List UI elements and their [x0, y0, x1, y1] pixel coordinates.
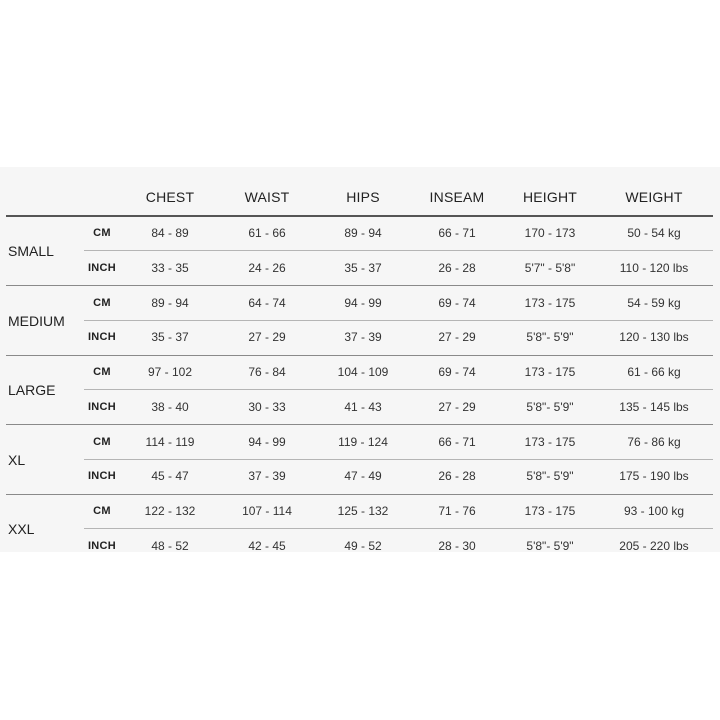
table-cell: 54 - 59 kg [627, 295, 681, 310]
table-cell: 89 - 94 [151, 295, 189, 310]
size-group-medium [6, 287, 713, 356]
table-cell: 66 - 71 [438, 226, 476, 240]
unit-label: INCH [87, 261, 117, 274]
table-cell: 5'8"- 5'9" [526, 330, 574, 345]
size-group-large [6, 356, 713, 425]
table-cell: 41 - 43 [344, 399, 382, 414]
table-cell: 76 - 84 [248, 365, 286, 379]
table-row [6, 391, 713, 425]
table-row [6, 356, 713, 390]
unit-label: CM [93, 227, 111, 239]
table-cell: 45 - 47 [151, 469, 189, 484]
table-cell: 30 - 33 [248, 399, 286, 414]
table-cell: 173 - 175 [524, 434, 576, 449]
table-cell: 61 - 66 [248, 226, 286, 240]
table-cell: 35 - 37 [344, 260, 382, 275]
size-label: XL [8, 451, 26, 468]
table-cell: 5'8"- 5'9" [526, 469, 574, 484]
table-row [6, 287, 713, 321]
table-cell: 37 - 39 [248, 469, 286, 484]
column-header-weight: WEIGHT [625, 189, 683, 205]
table-cell: 205 - 220 lbs [619, 538, 689, 553]
unit-label: CM [93, 505, 111, 517]
table-cell: 175 - 190 lbs [619, 469, 689, 484]
unit-label: INCH [87, 470, 117, 483]
unit-label: CM [93, 296, 111, 309]
table-cell: 119 - 124 [338, 434, 388, 449]
size-label: LARGE [8, 382, 56, 398]
size-group-xl [6, 426, 713, 495]
table-cell: 26 - 28 [438, 469, 476, 484]
table-cell: 24 - 26 [248, 260, 286, 275]
table-cell: 94 - 99 [344, 295, 382, 310]
table-cell: 173 - 175 [524, 365, 576, 379]
table-cell: 110 - 120 lbs [619, 260, 689, 275]
table-cell: 27 - 29 [438, 399, 476, 414]
table-cell: 104 - 109 [337, 365, 389, 379]
table-cell: 5'7" - 5'8" [524, 260, 576, 275]
table-cell: 66 - 71 [438, 434, 476, 449]
table-cell: 33 - 35 [151, 260, 189, 275]
table-cell: 61 - 66 kg [627, 365, 681, 379]
table-cell: 49 - 52 [344, 538, 382, 553]
size-group-small [6, 217, 713, 286]
table-cell: 93 - 100 kg [623, 504, 685, 518]
table-cell: 173 - 175 [524, 295, 576, 310]
table-cell: 71 - 76 [438, 504, 476, 518]
table-row [6, 217, 713, 251]
unit-label: INCH [87, 539, 117, 552]
column-header-chest: CHEST [145, 189, 195, 205]
table-cell: 135 - 145 lbs [619, 399, 689, 414]
table-cell: 76 - 86 kg [627, 434, 681, 449]
size-group-xxl [6, 495, 713, 564]
table-cell: 69 - 74 [438, 295, 476, 310]
table-cell: 122 - 132 [144, 504, 196, 518]
table-cell: 5'8"- 5'9" [526, 399, 574, 414]
table-cell: 97 - 102 [147, 365, 193, 379]
table-row [6, 252, 713, 286]
table-cell: 28 - 30 [438, 538, 476, 553]
column-header-waist: WAIST [244, 189, 290, 205]
table-cell: 38 - 40 [151, 399, 189, 414]
table-cell: 50 - 54 kg [627, 226, 681, 240]
table-row [6, 426, 713, 460]
table-cell: 173 - 175 [524, 504, 576, 518]
table-cell: 114 - 119 [145, 434, 195, 449]
table-row [6, 495, 713, 529]
size-label: MEDIUM [8, 312, 65, 329]
unit-label: CM [93, 366, 111, 378]
size-label: XXL [8, 521, 35, 537]
table-cell: 125 - 132 [337, 504, 389, 518]
table-cell: 69 - 74 [438, 365, 476, 379]
size-chart [0, 167, 720, 552]
table-cell: 47 - 49 [344, 469, 382, 484]
table-cell: 26 - 28 [438, 260, 476, 275]
table-cell: 5'8"- 5'9" [526, 538, 574, 553]
unit-label: INCH [87, 331, 117, 344]
header-row [6, 167, 713, 216]
column-header-height: HEIGHT [522, 189, 578, 205]
table-cell: 42 - 45 [248, 538, 286, 553]
unit-label: CM [93, 435, 111, 448]
unit-label: INCH [87, 400, 117, 413]
table-cell: 120 - 130 lbs [619, 330, 689, 345]
column-header-hips: HIPS [346, 189, 380, 205]
table-cell: 84 - 89 [151, 226, 189, 240]
table-cell: 89 - 94 [344, 226, 382, 240]
table-cell: 27 - 29 [438, 330, 476, 345]
table-cell: 48 - 52 [151, 538, 189, 553]
table-cell: 94 - 99 [248, 434, 286, 449]
table-cell: 35 - 37 [151, 330, 189, 345]
table-cell: 37 - 39 [344, 330, 382, 345]
table-cell: 170 - 173 [524, 226, 576, 240]
table-cell: 64 - 74 [248, 295, 286, 310]
table-row [6, 460, 713, 494]
table-row [6, 321, 713, 355]
table-cell: 27 - 29 [248, 330, 286, 345]
table-cell: 107 - 114 [242, 504, 292, 518]
size-label: SMALL [8, 243, 54, 259]
table-row [6, 530, 713, 564]
column-header-inseam: INSEAM [429, 189, 485, 205]
